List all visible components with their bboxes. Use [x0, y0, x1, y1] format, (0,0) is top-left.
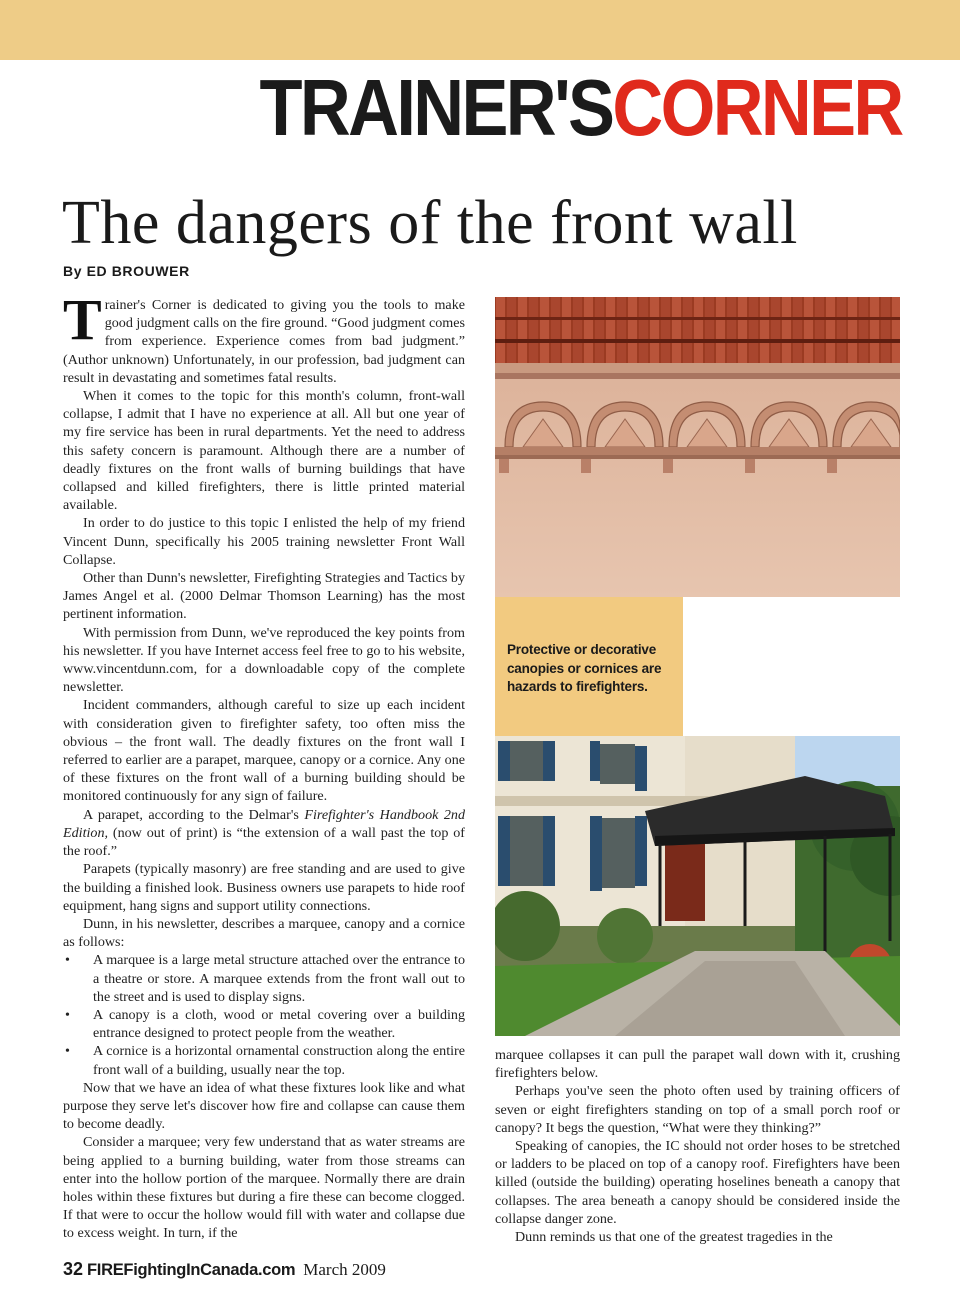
paragraph: marquee collapses it can pull the parapet wall down with it, crushing firefighters below. — [495, 1047, 900, 1082]
article-headline: The dangers of the front wall — [62, 189, 798, 257]
paragraph: With permission from Dunn, we've reproduced the key points from his newsletter. If you have Internet access feel free to go to his website, www.vincentdunn.com, for a downloadable copy of the complete newsletter. — [63, 624, 465, 696]
caption-box — [495, 597, 683, 736]
top-color-band — [0, 0, 960, 60]
list-item: • A cornice is a horizontal ornamental construction along the entire front wall of a building, usually near the top. — [63, 1042, 465, 1078]
paragraph: Perhaps you've seen the photo often used by training officers of seven or eight firefighters standing on top of a small porch roof or canopy? It begs the question, “What were they thinking?” — [495, 1083, 900, 1136]
photo-caption: Protective or decorative canopies or cornices are hazards to firefighters. — [507, 642, 662, 694]
paragraph: Dunn, in his newsletter, describes a marquee, canopy and a cornice as follows: — [63, 915, 465, 951]
paragraph-intro: Trainer's Corner is dedicated to giving you the tools to make good judgment calls on the fire ground. “Good judgment comes from experience. Experience comes from bad judgment.” (Author unknown) Unfortunately, in our profession, bad judgment can result in devastating and sometimes fatal results. — [63, 296, 465, 386]
article-column-left — [63, 296, 465, 1251]
paragraph: In order to do justice to this topic I enlisted the help of my friend Vincent Dunn, specifically his 2005 training newsletter Front Wall Collapse. — [63, 515, 465, 568]
paragraph: Consider a marquee; very few understand that as water streams are being applied to a burning building, water from those streams can enter into the hollow portion of the marquee. Normally there are drain holes within these fixtures but during a fire these can become clogged. If that were to occur the hollow would fill with water and collapse due to excess weight. In turn, if the — [63, 1134, 465, 1242]
paragraph: Parapets (typically masonry) are free standing and are used to give the building a finished look. Business owners use parapets to hide roof equipment, hang signs and support utility connections. — [63, 861, 465, 914]
section-title-corner: CORNER — [612, 63, 902, 152]
page-footer — [63, 1259, 386, 1280]
canopy-photo — [495, 736, 900, 1036]
list-item: • A marquee is a large metal structure attached over the entrance to a theatre or store. A marquee extends from the front wall out to the street and is used to display signs. — [63, 951, 465, 1006]
article-column-right — [495, 1046, 900, 1251]
section-title — [259, 63, 902, 152]
paragraph: Other than Dunn's newsletter, Firefighting Strategies and Tactics by James Angel et al. (2000 Delmar Thomson Learning) has the most pertinent information. — [63, 570, 465, 623]
magazine-website: FIREFightingInCanada.com — [87, 1261, 296, 1279]
paragraph: Now that we have an idea of what these fixtures look like and what purpose they serve let's discover how fire and collapse can cause them to become deadly. — [63, 1079, 465, 1133]
page-number: 32 — [63, 1259, 84, 1279]
article-byline: By ED BROUWER — [63, 263, 190, 279]
paragraph: Dunn reminds us that one of the greatest tragedies in the — [515, 1229, 833, 1246]
paragraph: Incident commanders, although careful to size up each incident with consideration given to firefighter safety, too often miss the obvious – the front wall. The deadly fixtures on the front wall I referred to earlier are a parapet, marquee, canopy or a cornice. Any one of these fixtures on the front wall of a burning building should be monitored continuously for any sign of failure. — [63, 697, 465, 805]
section-title-trainers: TRAINER'S — [259, 63, 613, 152]
book-title: Firefighter's Handbook 2nd Edition, — [63, 806, 465, 841]
paragraph: When it comes to the topic for this month's column, front-wall collapse, I admit that I have no experience at all. All but one year of my fire service has been in rural departments. Yet the need to address this safety concern is paramount. Although there are a number of deadly fixtures on the front walls of burning buildings that have collapsed and killed firefighters, there is little printed material available. — [63, 388, 465, 514]
paragraph: Speaking of canopies, the IC should not order hoses to be stretched or ladders to be placed on top of a canopy roof. Firefighters have been killed (outside the building) operating hoselines beneath a canopy that collapses. The area beneath a canopy should be considered inside the collapse danger zone. — [495, 1138, 900, 1227]
paragraph: A parapet, according to the Delmar's Firefighter's Handbook 2nd Edition, (now out of print) is “the extension of a wall past the top of the roof.” — [63, 806, 465, 860]
definition-list — [63, 951, 465, 1078]
drop-cap: T — [63, 296, 102, 352]
issue-date: March 2009 — [303, 1260, 386, 1279]
list-item: • A canopy is a cloth, wood or metal covering over a building entrance designed to protect people from the weather. — [63, 1006, 465, 1042]
cornice-photo — [495, 297, 900, 597]
